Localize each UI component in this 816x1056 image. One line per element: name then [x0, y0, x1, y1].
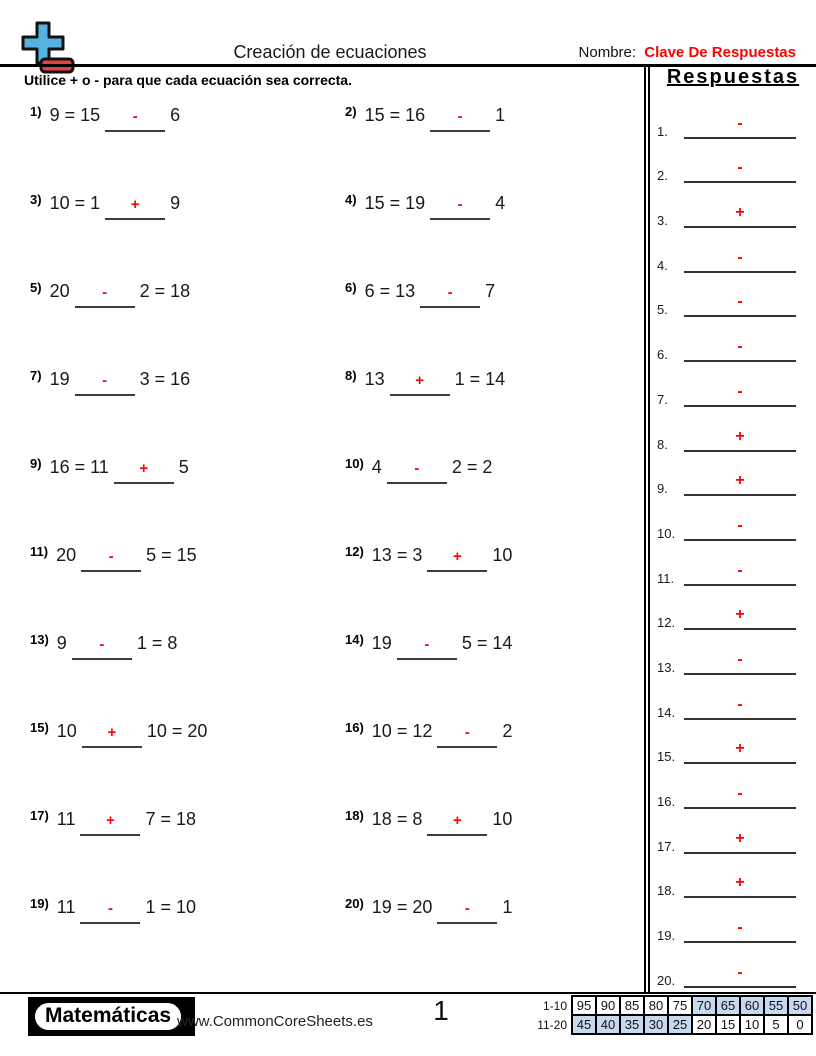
problem-item: [0, 96, 324, 184]
equation: [57, 721, 208, 741]
equation: [372, 633, 513, 653]
equation-right: 4: [495, 193, 506, 213]
answer-line: [684, 338, 796, 362]
answer-number: 7.: [657, 391, 668, 407]
equation-left: 4: [371, 457, 382, 477]
equation-right: 1: [495, 105, 506, 125]
answer-line: [684, 562, 796, 586]
equation: [56, 545, 197, 565]
problem-item: [0, 184, 324, 272]
answer-blank: [80, 809, 140, 836]
answer-blank: [427, 545, 487, 572]
answer-number: 13.: [657, 659, 676, 675]
answer-symbol: -: [737, 159, 743, 177]
equation-right: 5: [178, 457, 189, 477]
equation-left: 15 = 16: [364, 105, 426, 125]
answer-row: [652, 854, 814, 899]
answer-symbol: +: [735, 427, 745, 445]
equation-left: 19: [371, 633, 392, 653]
problem-item: [324, 96, 644, 184]
answer-line: [684, 293, 796, 317]
grade-cell: 50: [788, 996, 812, 1015]
equation-right: 2 = 2: [451, 457, 493, 477]
equation-left: 18 = 8: [371, 809, 423, 829]
grade-cell: 95: [572, 996, 596, 1015]
name-label: Nombre:: [578, 44, 637, 61]
equation-right: 6: [170, 105, 181, 125]
answer-line: [684, 696, 796, 720]
problem-item: [324, 448, 644, 536]
answer-number: 15.: [657, 749, 676, 765]
problem-number: 12): [345, 544, 364, 559]
problem-number: 18): [345, 808, 364, 823]
answer-row: [652, 720, 814, 765]
page-title: Creación de ecuaciones: [233, 42, 427, 62]
problem-number: 9): [30, 456, 42, 471]
equation-right: 1 = 14: [454, 369, 506, 389]
equation-left: 19 = 20: [371, 897, 433, 917]
grade-row-label: 1-10: [530, 996, 572, 1015]
answer-symbol: -: [737, 114, 743, 132]
problem-number: 2): [345, 104, 357, 119]
answer-blank: [75, 281, 135, 308]
equation-left: 10: [56, 721, 77, 741]
problem-item: [324, 272, 644, 360]
problem-number: 10): [345, 456, 364, 471]
problem-item: [0, 800, 324, 888]
equation: [372, 809, 513, 829]
answer-symbol: -: [457, 196, 463, 213]
equation-left: 19: [49, 369, 70, 389]
answer-blank: [72, 633, 132, 660]
equation-right: 2: [502, 721, 513, 741]
answer-blank: [387, 457, 447, 484]
answer-line: [684, 115, 796, 139]
problem-number: 14): [345, 632, 364, 647]
problem-number: 3): [30, 192, 42, 207]
equation-right: 2 = 18: [139, 281, 191, 301]
answer-number: 20.: [657, 972, 676, 988]
equation: [365, 105, 506, 125]
answer-line: [684, 428, 796, 452]
equation: [50, 105, 181, 125]
answer-line: [684, 740, 796, 764]
answer-line: [684, 472, 796, 496]
answer-symbol: -: [737, 963, 743, 981]
equation-right: 1: [502, 897, 513, 917]
problem-number: 15): [30, 720, 49, 735]
answer-symbol: -: [737, 785, 743, 802]
problem-number: 8): [345, 368, 357, 383]
equation: [372, 545, 513, 565]
equation-left: 9 = 15: [49, 105, 101, 125]
answer-number: 12.: [657, 615, 676, 631]
answer-symbol: -: [737, 516, 743, 534]
answer-symbol: -: [414, 460, 420, 477]
answer-number: 16.: [657, 794, 676, 809]
equation-right: 7: [485, 281, 496, 301]
problem-item: [324, 360, 644, 448]
answers-list: [652, 94, 814, 988]
equation-left: 10 = 1: [49, 193, 101, 213]
answer-symbol: +: [735, 472, 745, 490]
grade-cell: 90: [596, 996, 620, 1015]
answer-row: [652, 496, 814, 541]
equation: [57, 809, 196, 829]
answer-blank: [105, 193, 165, 220]
answer-row: [652, 452, 814, 497]
equation: [372, 721, 513, 741]
answer-row: [652, 139, 814, 184]
answer-symbol: -: [102, 372, 108, 389]
equation-right: 10 = 20: [146, 721, 208, 741]
problem-item: [324, 536, 644, 624]
answer-number: 6.: [657, 347, 668, 363]
answer-blank: [114, 457, 174, 484]
answer-blank: [75, 369, 135, 396]
equation-right: 5 = 14: [461, 633, 513, 653]
answer-row: [652, 809, 814, 854]
answer-symbol: -: [424, 636, 430, 653]
answer-symbol: +: [452, 812, 462, 829]
name-value: Clave De Respuestas: [644, 44, 796, 61]
problem-number: 5): [30, 280, 42, 295]
problem-number: 1): [30, 104, 42, 119]
problem-number: 4): [345, 192, 357, 207]
grade-cell: 40: [596, 1015, 620, 1034]
answer-symbol: -: [737, 338, 743, 356]
equation-right: 1 = 8: [136, 633, 178, 653]
answer-number: 11.: [657, 570, 675, 586]
answer-row: [652, 898, 814, 943]
grade-cell: 70: [692, 996, 716, 1015]
answer-line: [684, 651, 796, 675]
answer-line: [684, 159, 796, 183]
answer-symbol: +: [139, 460, 149, 477]
problem-item: [0, 712, 324, 800]
answer-number: 14.: [657, 704, 676, 720]
grade-cell: 15: [716, 1015, 740, 1034]
grade-cell: 20: [692, 1015, 716, 1034]
footer-divider: [0, 992, 816, 994]
grade-cell: 85: [620, 996, 644, 1015]
problem-item: [0, 624, 324, 712]
grade-cell: 75: [668, 996, 692, 1015]
equation-left: 20: [56, 545, 77, 565]
answers-title: Respuestas: [666, 66, 800, 88]
instruction-text: Utilice + o - para que cada ecuación sea correcta.: [24, 72, 352, 88]
equation: [57, 897, 196, 917]
answer-number: 1.: [657, 123, 668, 139]
answer-number: 8.: [657, 436, 668, 452]
problem-item: [324, 624, 644, 712]
grade-cell: 25: [668, 1015, 692, 1034]
grade-cell: 65: [716, 996, 740, 1015]
answer-line: [684, 517, 796, 541]
problem-number: 6): [345, 280, 357, 295]
answer-symbol: -: [457, 108, 463, 125]
answer-symbol: -: [108, 548, 114, 565]
equation-right: 10: [492, 545, 513, 565]
grade-cell: 0: [788, 1015, 812, 1034]
problem-item: [0, 272, 324, 360]
equation-left: 13 = 3: [371, 545, 423, 565]
answer-symbol: -: [737, 561, 743, 579]
plus-minus-logo-icon: [16, 20, 78, 76]
answer-blank: [430, 193, 490, 220]
problem-item: [324, 712, 644, 800]
answer-line: [684, 874, 796, 898]
answer-row: [652, 407, 814, 452]
equation: [50, 193, 181, 213]
problem-number: 7): [30, 368, 42, 383]
equation-left: 16 = 11: [49, 457, 109, 477]
problem-item: [0, 448, 324, 536]
answer-number: 17.: [657, 838, 676, 854]
answer-symbol: +: [415, 372, 424, 389]
grade-cell: 55: [764, 996, 788, 1015]
answer-row: [652, 228, 814, 273]
answer-blank: [437, 897, 497, 924]
problem-number: 16): [345, 720, 364, 735]
answer-blank: [81, 545, 141, 572]
answer-line: [684, 964, 796, 988]
answer-number: 5.: [657, 302, 668, 318]
answer-number: 9.: [657, 481, 668, 497]
answer-symbol: -: [464, 900, 470, 917]
answer-symbol: +: [107, 724, 117, 741]
equation: [372, 457, 493, 477]
answer-number: 2.: [657, 168, 668, 184]
problem-item: [0, 360, 324, 448]
answer-blank: [390, 369, 450, 396]
answer-row: [652, 943, 814, 988]
equation-right: 1 = 10: [145, 897, 197, 917]
equation-right: 3 = 16: [139, 369, 191, 389]
answer-symbol: -: [737, 650, 743, 668]
answer-number: 4.: [657, 257, 668, 273]
answer-symbol: -: [737, 382, 743, 400]
equation-left: 15 = 19: [364, 193, 426, 213]
problems-grid: [0, 96, 644, 976]
answers-panel: [652, 66, 814, 988]
equation-left: 20: [49, 281, 70, 301]
answer-symbol: -: [107, 900, 113, 917]
answer-row: [652, 764, 814, 809]
answer-line: [684, 204, 796, 228]
answer-row: [652, 94, 814, 139]
problem-item: [324, 184, 644, 272]
equation-left: 9: [56, 633, 67, 653]
equation: [365, 281, 496, 301]
answer-blank: [427, 809, 487, 836]
equation-left: 13: [364, 369, 385, 389]
answer-number: 18.: [657, 883, 676, 899]
answer-symbol: +: [735, 740, 745, 758]
page-number: 1: [433, 995, 449, 1026]
answer-symbol: +: [735, 829, 745, 847]
brand-label: Matemáticas: [33, 1001, 183, 1032]
answer-blank: [82, 721, 142, 748]
answer-symbol: -: [447, 284, 453, 301]
equation-left: 11: [56, 897, 76, 917]
grade-cell: 10: [740, 1015, 764, 1034]
grade-cell: 60: [740, 996, 764, 1015]
answer-symbol: -: [99, 636, 105, 653]
grade-row-label: 11-20: [530, 1015, 572, 1034]
answer-line: [684, 383, 796, 407]
equation: [50, 281, 191, 301]
brand-logo: [28, 997, 195, 1036]
problem-number: 11): [30, 544, 49, 559]
answer-row: [652, 586, 814, 631]
answer-number: 3.: [657, 213, 668, 229]
grade-table: [530, 995, 813, 1035]
answer-symbol: -: [132, 108, 138, 125]
answer-line: [684, 249, 796, 273]
site-url: www.CommonCoreSheets.es: [177, 1013, 373, 1030]
grade-cell: 35: [620, 1015, 644, 1034]
answer-number: 10.: [657, 525, 676, 541]
equation: [57, 633, 178, 653]
problem-number: 20): [345, 896, 364, 911]
answer-symbol: -: [737, 695, 743, 713]
answer-symbol: +: [735, 874, 745, 892]
answer-row: [652, 630, 814, 675]
answer-row: [652, 362, 814, 407]
equation-right: 10: [492, 809, 513, 829]
answer-row: [652, 183, 814, 228]
equation: [50, 457, 189, 477]
answer-line: [684, 830, 796, 854]
equation: [365, 369, 506, 389]
equation-left: 11: [56, 809, 76, 829]
answer-symbol: +: [735, 204, 745, 222]
problem-item: [324, 888, 644, 976]
problem-number: 13): [30, 632, 49, 647]
grade-cell: 30: [644, 1015, 668, 1034]
answer-symbol: +: [452, 548, 462, 565]
answer-blank: [420, 281, 480, 308]
equation-left: 10 = 12: [371, 721, 433, 741]
equation: [365, 193, 506, 213]
problem-item: [324, 800, 644, 888]
answer-blank: [430, 105, 490, 132]
answer-symbol: +: [130, 196, 140, 213]
answer-line: [684, 606, 796, 630]
grade-cell: 5: [764, 1015, 788, 1034]
answer-row: [652, 273, 814, 318]
answer-symbol: -: [737, 248, 743, 266]
answer-line: [684, 919, 796, 943]
answer-row: [652, 317, 814, 362]
equation-right: 9: [170, 193, 181, 213]
problem-item: [0, 888, 324, 976]
grade-cell: 80: [644, 996, 668, 1015]
answer-symbol: +: [106, 812, 115, 829]
name-row: [579, 44, 796, 61]
answers-divider: [644, 67, 650, 992]
answer-number: 19.: [657, 928, 676, 944]
equation-left: 6 = 13: [364, 281, 416, 301]
answer-symbol: -: [737, 293, 743, 311]
answer-blank: [105, 105, 165, 132]
answer-symbol: -: [102, 284, 108, 301]
equation: [50, 369, 191, 389]
answer-symbol: +: [735, 606, 745, 624]
answer-symbol: -: [737, 919, 743, 937]
answer-blank: [80, 897, 140, 924]
answer-row: [652, 541, 814, 586]
equation-right: 5 = 15: [146, 545, 197, 565]
grade-cell: 45: [572, 1015, 596, 1034]
equation: [372, 897, 513, 917]
answer-row: [652, 675, 814, 720]
problem-number: 17): [30, 808, 49, 823]
problem-item: [0, 536, 324, 624]
problem-number: 19): [30, 896, 49, 911]
equation-right: 7 = 18: [145, 809, 197, 829]
answer-symbol: -: [464, 724, 470, 741]
answer-blank: [437, 721, 497, 748]
answer-line: [684, 785, 796, 809]
answer-blank: [397, 633, 457, 660]
